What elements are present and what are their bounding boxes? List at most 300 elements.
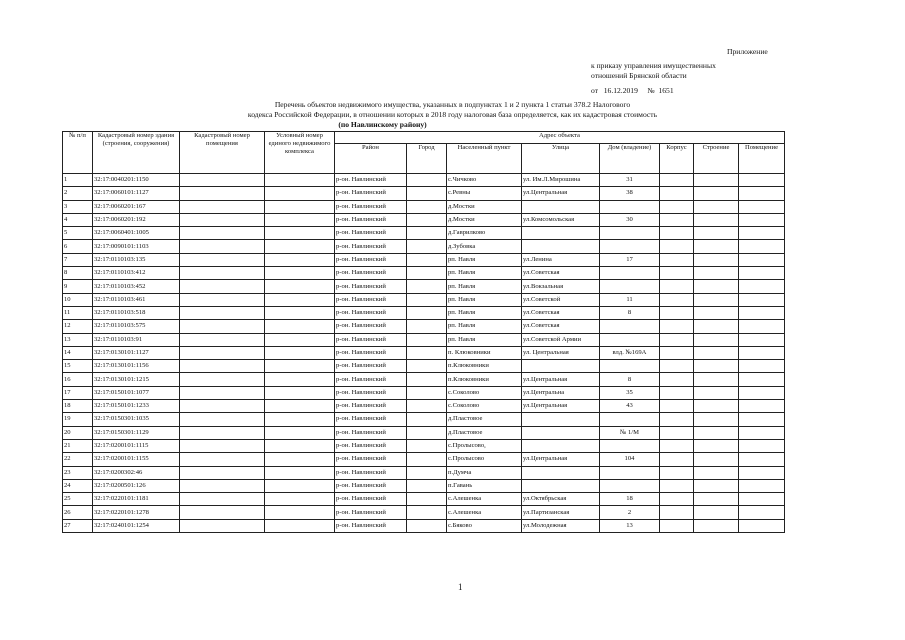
order-number: 1651 — [658, 86, 674, 95]
locality-cell: п.Думча — [447, 466, 522, 479]
house-cell: 104 — [600, 453, 660, 466]
building-cadastral-cell: 32:17:0110103:412 — [93, 267, 180, 280]
city-cell — [407, 466, 447, 479]
street-cell — [522, 227, 600, 240]
stroenie-cell — [694, 400, 739, 413]
district-cell: р-он. Навлинский — [335, 253, 407, 266]
row-number: 24 — [63, 479, 93, 492]
locality-cell: рп. Навля — [447, 320, 522, 333]
table-row — [63, 320, 785, 333]
row-number: 1 — [63, 174, 93, 187]
date-label: от — [591, 86, 599, 95]
korpus-cell — [660, 267, 694, 280]
order-reference: к приказу управления имущественных — [591, 61, 716, 70]
room-cadastral-cell — [180, 174, 265, 187]
district-cell: р-он. Навлинский — [335, 439, 407, 452]
korpus-cell — [660, 519, 694, 532]
district-cell: р-он. Навлинский — [335, 293, 407, 306]
pomeshchenie-cell — [739, 240, 785, 253]
building-cadastral-cell: 32:17:0040201:1150 — [93, 174, 180, 187]
col-num: № п/п — [63, 132, 93, 174]
locality-cell: рп. Навля — [447, 267, 522, 280]
conditional-number-cell — [265, 253, 335, 266]
stroenie-cell — [694, 320, 739, 333]
locality-cell: с.Соколово — [447, 400, 522, 413]
district-cell: р-он. Навлинский — [335, 213, 407, 226]
property-table — [62, 131, 785, 533]
district-cell: р-он. Навлинский — [335, 400, 407, 413]
table-row — [63, 360, 785, 373]
col-house: Дом (владение) — [600, 144, 660, 174]
pomeshchenie-cell — [739, 306, 785, 319]
building-cadastral-cell: 32:17:0130101:1156 — [93, 360, 180, 373]
building-cadastral-cell: 32:17:0240101:1254 — [93, 519, 180, 532]
order-authority: отношений Брянской области — [591, 71, 687, 80]
stroenie-cell — [694, 174, 739, 187]
building-cadastral-cell: 32:17:0090101:1103 — [93, 240, 180, 253]
district-cell: р-он. Навлинский — [335, 187, 407, 200]
locality-cell: рп. Навля — [447, 293, 522, 306]
table-row — [63, 373, 785, 386]
pomeshchenie-cell — [739, 267, 785, 280]
table-row — [63, 240, 785, 253]
city-cell — [407, 253, 447, 266]
table-row — [63, 413, 785, 426]
conditional-number-cell — [265, 373, 335, 386]
room-cadastral-cell — [180, 267, 265, 280]
street-cell — [522, 439, 600, 452]
pomeshchenie-cell — [739, 479, 785, 492]
table-row — [63, 333, 785, 346]
conditional-number-cell — [265, 466, 335, 479]
house-cell: 8 — [600, 373, 660, 386]
row-number: 14 — [63, 346, 93, 359]
building-cadastral-cell: 32:17:0200101:1155 — [93, 453, 180, 466]
col-korpus: Корпус — [660, 144, 694, 174]
document-title-line2: кодекса Российской Федерации, в отношении которых в 2018 году налоговая база определяется, как их кадастровая стоимость — [247, 110, 658, 119]
building-cadastral-cell: 32:17:0150301:1129 — [93, 426, 180, 439]
table-row — [63, 293, 785, 306]
row-number: 7 — [63, 253, 93, 266]
conditional-number-cell — [265, 267, 335, 280]
conditional-number-cell — [265, 200, 335, 213]
house-cell: 11 — [600, 293, 660, 306]
city-cell — [407, 267, 447, 280]
conditional-number-cell — [265, 519, 335, 532]
room-cadastral-cell — [180, 453, 265, 466]
conditional-number-cell — [265, 306, 335, 319]
korpus-cell — [660, 346, 694, 359]
conditional-number-cell — [265, 227, 335, 240]
house-cell — [600, 479, 660, 492]
korpus-cell — [660, 453, 694, 466]
row-number: 18 — [63, 400, 93, 413]
col-pomeshchenie: Помещение — [739, 144, 785, 174]
pomeshchenie-cell — [739, 373, 785, 386]
building-cadastral-cell: 32:17:0200101:1115 — [93, 439, 180, 452]
table-row — [63, 280, 785, 293]
district-cell: р-он. Навлинский — [335, 227, 407, 240]
pomeshchenie-cell — [739, 519, 785, 532]
conditional-number-cell — [265, 506, 335, 519]
row-number: 12 — [63, 320, 93, 333]
room-cadastral-cell — [180, 253, 265, 266]
row-number: 17 — [63, 386, 93, 399]
row-number: 6 — [63, 240, 93, 253]
locality-cell: д.Мостки — [447, 200, 522, 213]
city-cell — [407, 346, 447, 359]
district-cell: р-он. Навлинский — [335, 174, 407, 187]
stroenie-cell — [694, 187, 739, 200]
room-cadastral-cell — [180, 479, 265, 492]
district-cell: р-он. Навлинский — [335, 240, 407, 253]
room-cadastral-cell — [180, 373, 265, 386]
korpus-cell — [660, 493, 694, 506]
col-stroenie: Строение — [694, 144, 739, 174]
row-number: 16 — [63, 373, 93, 386]
korpus-cell — [660, 506, 694, 519]
district-cell: р-он. Навлинский — [335, 346, 407, 359]
street-cell — [522, 466, 600, 479]
col-room-cadastral: Кадастровый номер помещения — [180, 132, 265, 174]
table-row — [63, 466, 785, 479]
pomeshchenie-cell — [739, 200, 785, 213]
page-number: 1 — [458, 582, 463, 592]
street-cell: ул.Центральная — [522, 453, 600, 466]
city-cell — [407, 293, 447, 306]
city-cell — [407, 306, 447, 319]
pomeshchenie-cell — [739, 280, 785, 293]
korpus-cell — [660, 174, 694, 187]
conditional-number-cell — [265, 493, 335, 506]
room-cadastral-cell — [180, 333, 265, 346]
locality-cell: с.Соколово — [447, 386, 522, 399]
building-cadastral-cell: 32:17:0060201:192 — [93, 213, 180, 226]
col-street: Улица — [522, 144, 600, 174]
street-cell: ул.Центральная — [522, 400, 600, 413]
house-cell — [600, 240, 660, 253]
korpus-cell — [660, 479, 694, 492]
district-cell: р-он. Навлинский — [335, 280, 407, 293]
korpus-cell — [660, 293, 694, 306]
row-number: 23 — [63, 466, 93, 479]
pomeshchenie-cell — [739, 213, 785, 226]
district-cell: р-он. Навлинский — [335, 200, 407, 213]
conditional-number-cell — [265, 320, 335, 333]
pomeshchenie-cell — [739, 400, 785, 413]
stroenie-cell — [694, 227, 739, 240]
house-cell: № 1/М — [600, 426, 660, 439]
locality-cell: п.Гавань — [447, 479, 522, 492]
room-cadastral-cell — [180, 493, 265, 506]
conditional-number-cell — [265, 453, 335, 466]
street-cell — [522, 479, 600, 492]
korpus-cell — [660, 426, 694, 439]
street-cell: ул.Октябрьская — [522, 493, 600, 506]
street-cell — [522, 413, 600, 426]
street-cell: ул.Партизанская — [522, 506, 600, 519]
room-cadastral-cell — [180, 519, 265, 532]
house-cell — [600, 267, 660, 280]
city-cell — [407, 426, 447, 439]
building-cadastral-cell: 32:17:0110103:518 — [93, 306, 180, 319]
district-cell: р-он. Навлинский — [335, 413, 407, 426]
city-cell — [407, 519, 447, 532]
stroenie-cell — [694, 426, 739, 439]
locality-cell: д.Пластовое — [447, 413, 522, 426]
locality-cell: с.Алешенка — [447, 506, 522, 519]
document-title-district: (по Навлинскому району) — [338, 120, 427, 129]
table-row — [63, 400, 785, 413]
row-number: 5 — [63, 227, 93, 240]
room-cadastral-cell — [180, 360, 265, 373]
city-cell — [407, 200, 447, 213]
house-cell: 2 — [600, 506, 660, 519]
room-cadastral-cell — [180, 280, 265, 293]
stroenie-cell — [694, 267, 739, 280]
street-cell: ул.Центральная — [522, 187, 600, 200]
district-cell: р-он. Навлинский — [335, 426, 407, 439]
house-cell: 18 — [600, 493, 660, 506]
pomeshchenie-cell — [739, 320, 785, 333]
locality-cell: с.Пролысово — [447, 453, 522, 466]
table-row — [63, 174, 785, 187]
pomeshchenie-cell — [739, 466, 785, 479]
pomeshchenie-cell — [739, 506, 785, 519]
room-cadastral-cell — [180, 213, 265, 226]
city-cell — [407, 227, 447, 240]
building-cadastral-cell: 32:17:0110103:452 — [93, 280, 180, 293]
table-row — [63, 479, 785, 492]
pomeshchenie-cell — [739, 227, 785, 240]
row-number: 26 — [63, 506, 93, 519]
district-cell: р-он. Навлинский — [335, 306, 407, 319]
building-cadastral-cell: 32:17:0150301:1035 — [93, 413, 180, 426]
conditional-number-cell — [265, 439, 335, 452]
district-cell: р-он. Навлинский — [335, 493, 407, 506]
room-cadastral-cell — [180, 293, 265, 306]
korpus-cell — [660, 360, 694, 373]
row-number: 4 — [63, 213, 93, 226]
korpus-cell — [660, 400, 694, 413]
document-title-line1: Перечень объектов недвижимого имущества, указанных в подпунктах 1 и 2 пункта 1 статьи 378.2 Налогового — [274, 100, 631, 109]
conditional-number-cell — [265, 280, 335, 293]
stroenie-cell — [694, 506, 739, 519]
conditional-number-cell — [265, 333, 335, 346]
city-cell — [407, 280, 447, 293]
room-cadastral-cell — [180, 426, 265, 439]
city-cell — [407, 373, 447, 386]
pomeshchenie-cell — [739, 187, 785, 200]
district-cell: р-он. Навлинский — [335, 386, 407, 399]
room-cadastral-cell — [180, 240, 265, 253]
city-cell — [407, 240, 447, 253]
locality-cell: д.Мостки — [447, 213, 522, 226]
house-cell — [600, 280, 660, 293]
pomeshchenie-cell — [739, 253, 785, 266]
col-locality: Населенный пункт — [447, 144, 522, 174]
row-number: 3 — [63, 200, 93, 213]
row-number: 13 — [63, 333, 93, 346]
table-row — [63, 506, 785, 519]
building-cadastral-cell: 32:17:0150101:1233 — [93, 400, 180, 413]
table-row — [63, 493, 785, 506]
district-cell: р-он. Навлинский — [335, 466, 407, 479]
stroenie-cell — [694, 373, 739, 386]
col-address-group: Адрес объекта — [335, 132, 785, 144]
building-cadastral-cell: 32:17:0110103:135 — [93, 253, 180, 266]
korpus-cell — [660, 213, 694, 226]
room-cadastral-cell — [180, 200, 265, 213]
table-row — [63, 227, 785, 240]
table-row — [63, 267, 785, 280]
row-number: 10 — [63, 293, 93, 306]
conditional-number-cell — [265, 360, 335, 373]
house-cell — [600, 333, 660, 346]
street-cell: ул.Вокзальная — [522, 280, 600, 293]
stroenie-cell — [694, 466, 739, 479]
stroenie-cell — [694, 439, 739, 452]
locality-cell: с.Бяково — [447, 519, 522, 532]
stroenie-cell — [694, 293, 739, 306]
locality-cell: с.Ревны — [447, 187, 522, 200]
building-cadastral-cell: 32:17:0060101:1127 — [93, 187, 180, 200]
table-row — [63, 519, 785, 532]
district-cell: р-он. Навлинский — [335, 453, 407, 466]
table-row — [63, 200, 785, 213]
pomeshchenie-cell — [739, 293, 785, 306]
pomeshchenie-cell — [739, 360, 785, 373]
pomeshchenie-cell — [739, 386, 785, 399]
table-row — [63, 439, 785, 452]
locality-cell: рп. Навля — [447, 306, 522, 319]
stroenie-cell — [694, 479, 739, 492]
table-row — [63, 453, 785, 466]
house-cell: 35 — [600, 386, 660, 399]
building-cadastral-cell: 32:17:0110103:575 — [93, 320, 180, 333]
conditional-number-cell — [265, 174, 335, 187]
street-cell — [522, 240, 600, 253]
conditional-number-cell — [265, 346, 335, 359]
table-row — [63, 187, 785, 200]
col-city: Город — [407, 144, 447, 174]
table-row — [63, 426, 785, 439]
house-cell: 38 — [600, 187, 660, 200]
appendix-label: Приложение — [727, 47, 768, 56]
district-cell: р-он. Навлинский — [335, 360, 407, 373]
building-cadastral-cell: 32:17:0110103:461 — [93, 293, 180, 306]
street-cell — [522, 426, 600, 439]
stroenie-cell — [694, 240, 739, 253]
house-cell — [600, 200, 660, 213]
stroenie-cell — [694, 306, 739, 319]
city-cell — [407, 360, 447, 373]
house-cell: 30 — [600, 213, 660, 226]
table-row — [63, 213, 785, 226]
city-cell — [407, 174, 447, 187]
stroenie-cell — [694, 213, 739, 226]
street-cell — [522, 360, 600, 373]
table-row — [63, 306, 785, 319]
street-cell: ул.Советской Армии — [522, 333, 600, 346]
room-cadastral-cell — [180, 439, 265, 452]
row-number: 20 — [63, 426, 93, 439]
locality-cell: д.Пластовое — [447, 426, 522, 439]
district-cell: р-он. Навлинский — [335, 320, 407, 333]
locality-cell: д.Зубовка — [447, 240, 522, 253]
stroenie-cell — [694, 386, 739, 399]
conditional-number-cell — [265, 426, 335, 439]
pomeshchenie-cell — [739, 346, 785, 359]
city-cell — [407, 320, 447, 333]
house-cell: 31 — [600, 174, 660, 187]
korpus-cell — [660, 386, 694, 399]
pomeshchenie-cell — [739, 453, 785, 466]
stroenie-cell — [694, 493, 739, 506]
stroenie-cell — [694, 413, 739, 426]
pomeshchenie-cell — [739, 426, 785, 439]
row-number: 22 — [63, 453, 93, 466]
pomeshchenie-cell — [739, 493, 785, 506]
conditional-number-cell — [265, 187, 335, 200]
street-cell: ул. Центральная — [522, 346, 600, 359]
row-number: 11 — [63, 306, 93, 319]
stroenie-cell — [694, 346, 739, 359]
pomeshchenie-cell — [739, 174, 785, 187]
korpus-cell — [660, 200, 694, 213]
row-number: 21 — [63, 439, 93, 452]
korpus-cell — [660, 253, 694, 266]
house-cell — [600, 413, 660, 426]
house-cell — [600, 360, 660, 373]
korpus-cell — [660, 280, 694, 293]
building-cadastral-cell: 32:17:0060201:167 — [93, 200, 180, 213]
conditional-number-cell — [265, 213, 335, 226]
building-cadastral-cell: 32:17:0150101:1077 — [93, 386, 180, 399]
building-cadastral-cell: 32:17:0200302:46 — [93, 466, 180, 479]
city-cell — [407, 453, 447, 466]
conditional-number-cell — [265, 400, 335, 413]
conditional-number-cell — [265, 413, 335, 426]
row-number: 19 — [63, 413, 93, 426]
locality-cell: п.Клюковники — [447, 373, 522, 386]
street-cell: ул.Комсомольская — [522, 213, 600, 226]
locality-cell: п.Клюковники — [447, 360, 522, 373]
stroenie-cell — [694, 253, 739, 266]
district-cell: р-он. Навлинский — [335, 479, 407, 492]
street-cell: ул.Ленина — [522, 253, 600, 266]
korpus-cell — [660, 320, 694, 333]
district-cell: р-он. Навлинский — [335, 506, 407, 519]
number-label: № — [647, 86, 655, 95]
building-cadastral-cell: 32:17:0130101:1215 — [93, 373, 180, 386]
conditional-number-cell — [265, 240, 335, 253]
building-cadastral-cell: 32:17:0220101:1181 — [93, 493, 180, 506]
district-cell: р-он. Навлинский — [335, 333, 407, 346]
street-cell: ул.Советской — [522, 293, 600, 306]
room-cadastral-cell — [180, 227, 265, 240]
row-number: 25 — [63, 493, 93, 506]
room-cadastral-cell — [180, 506, 265, 519]
room-cadastral-cell — [180, 320, 265, 333]
order-date-line — [591, 86, 674, 96]
locality-cell: с.Пролысово, — [447, 439, 522, 452]
korpus-cell — [660, 439, 694, 452]
street-cell: ул.Советская — [522, 306, 600, 319]
building-cadastral-cell: 32:17:0110103:91 — [93, 333, 180, 346]
house-cell — [600, 466, 660, 479]
korpus-cell — [660, 373, 694, 386]
